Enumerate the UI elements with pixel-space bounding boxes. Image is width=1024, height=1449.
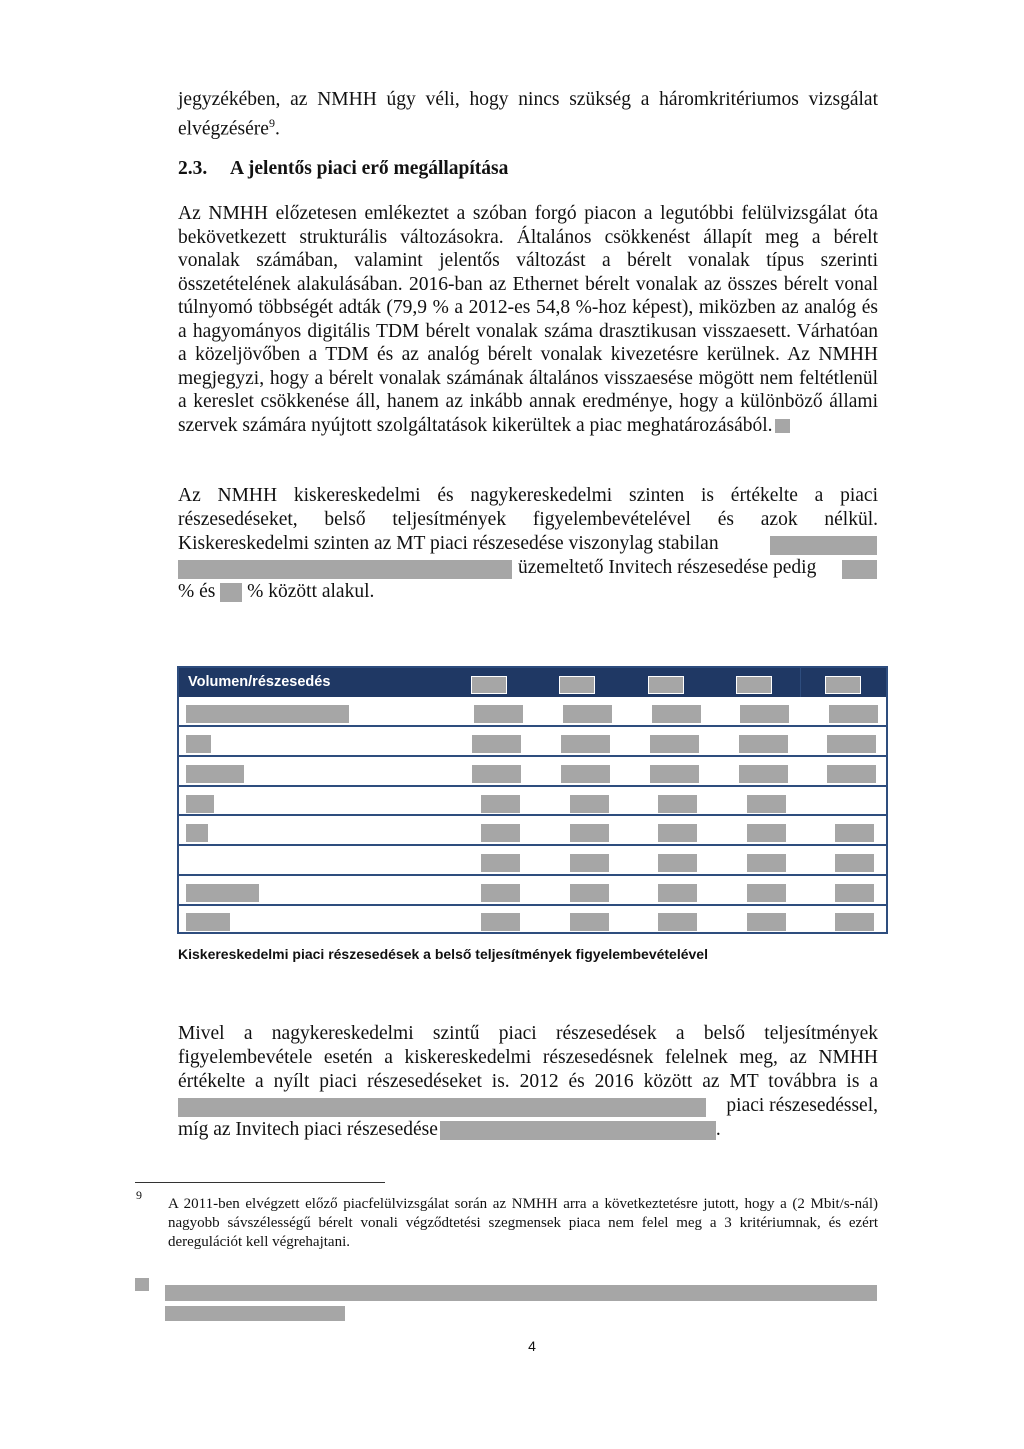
paragraph-3-line-4: piaci részesedéssel, [726, 1095, 878, 1116]
redaction-box [178, 1098, 706, 1117]
table-cell-redaction [829, 705, 878, 723]
paragraph-2-line-1: Az NMHH kiskereskedelmi és nagykereskedelmi szinten is értékelte a piaci [178, 485, 878, 506]
redaction-box [440, 1121, 716, 1140]
section-title: A jelentős piaci erő megállapítása [230, 158, 509, 179]
table-cell-redaction [570, 884, 609, 902]
table-cell-redaction [658, 854, 697, 872]
paragraph-3-line-1: Mivel a nagykereskedelmi szintű piaci részesedések a belső teljesítmények [178, 1023, 878, 1044]
table-cell-redaction [652, 705, 701, 723]
table-cell-redaction [658, 824, 697, 842]
paragraph-3-line-3: értékelte a nyílt piaci részesedéseket is. 2012 és 2016 között az MT továbbra is a [178, 1071, 878, 1092]
table-cell-redaction [739, 765, 788, 783]
table-row-label-redaction [186, 795, 214, 813]
table-cell-redaction [658, 884, 697, 902]
row-divider [179, 785, 886, 787]
redaction-box [842, 560, 877, 579]
paragraph-2-line-4: üzemeltető Invitech részesedése pedig [518, 557, 817, 578]
header-redaction [471, 676, 507, 694]
table-row-label-redaction [186, 705, 349, 723]
table-cell-redaction [650, 735, 699, 753]
header-redaction [648, 676, 684, 694]
table-cell-redaction [481, 824, 520, 842]
table-cell-redaction [835, 913, 874, 931]
paragraph-2-line-5 [178, 580, 878, 604]
table-cell-redaction [472, 735, 521, 753]
intro-text [178, 88, 878, 141]
table-row-label-redaction [186, 884, 259, 902]
page-number: 4 [528, 1338, 536, 1354]
table-cell-redaction [570, 824, 609, 842]
footnote-reference[interactable]: 9 [268, 115, 275, 130]
footnote-mark: 9 [136, 1188, 142, 1202]
table-cell-redaction [747, 913, 786, 931]
table-cell-redaction [650, 765, 699, 783]
table-cell-redaction [835, 884, 874, 902]
table-cell-redaction [481, 913, 520, 931]
redaction-box [178, 560, 512, 579]
intro-line-2 [178, 112, 878, 141]
table-cell-redaction [740, 705, 789, 723]
header-redaction [825, 676, 861, 694]
redaction-box [135, 1278, 149, 1291]
row-divider [179, 755, 886, 757]
table-header-label: Volumen/részesedés [188, 674, 331, 690]
row-divider [179, 725, 886, 727]
table-header [179, 668, 886, 697]
table-cell-redaction [474, 705, 523, 723]
section-number: 2.3. [178, 158, 208, 179]
intro-line-1: jegyzékében, az NMHH úgy véli, hogy nincs szükség a háromkritériumos vizsgálat [178, 89, 878, 110]
header-separator [800, 668, 801, 697]
redaction-box [220, 583, 242, 602]
table-cell-redaction [570, 795, 609, 813]
header-redaction [559, 676, 595, 694]
table-cell-redaction [570, 854, 609, 872]
redaction-box [165, 1285, 877, 1301]
table-cell-redaction [472, 765, 521, 783]
table-row-label-redaction [186, 913, 230, 931]
table-cell-redaction [481, 854, 520, 872]
row-divider [179, 904, 886, 906]
table-cell-redaction [835, 854, 874, 872]
paragraph-3-line-5-end: . [715, 1119, 721, 1140]
table-cell-redaction [658, 795, 697, 813]
redaction-box [770, 536, 877, 555]
intro-line-2-end: . [274, 118, 280, 139]
table-cell-redaction [835, 824, 874, 842]
table-cell-redaction [561, 735, 610, 753]
market-share-table [177, 666, 888, 934]
paragraph-1 [178, 202, 878, 437]
paragraph-2-line-5b: % között alakul. [247, 581, 375, 602]
paragraph-3-line-5 [178, 1118, 878, 1142]
footnote-text: A 2011-ben elvégzett előző piacfelülvizsgálat során az NMHH arra a következtetésre jutott, hogy a (2 Mbit/s-nál) nagyobb sávszélességű bérelt vonali végződtetési szegmensek piaca nem felel meg a 3 kritériumnak, és ezért deregulációt kell végrehajtani. [168, 1196, 878, 1250]
row-divider [179, 814, 886, 816]
table-row-label-redaction [186, 765, 244, 783]
paragraph-2-line-3-text: Kiskereskedelmi szinten az MT piaci részesedése viszonylag stabilan [178, 533, 719, 554]
table-cell-redaction [570, 913, 609, 931]
table-cell-redaction [481, 795, 520, 813]
paragraph-3-line-5-text: míg az Invitech piaci részesedése [178, 1119, 438, 1140]
paragraph-2-line-5a: % és [178, 581, 216, 602]
table-cell-redaction [563, 705, 612, 723]
table-row-label-redaction [186, 824, 208, 842]
table-cell-redaction [827, 735, 876, 753]
table-cell-redaction [658, 913, 697, 931]
table-cell-redaction [747, 884, 786, 902]
paragraph-3-line-2: figyelembevétele esetén a kiskereskedelmi részesedésnek felelnek meg, az NMHH [178, 1047, 878, 1068]
paragraph-1-text: Az NMHH előzetesen emlékeztet a szóban forgó piacon a legutóbbi felülvizsgálat óta bekövetkezett strukturális változásokra. Általános csökkenést állapít meg a bérelt vonalak számában, valamint jelentős változást a bérelt vonalak típus szerinti összetételének alakulásában. 2016-ban az Ethernet bérelt vonalak az összes bérelt vonal túlnyomó többségét adták (79,9 % a 2012-es 54,8 %-hoz képest), miközben az analóg és a hagyományos digitális TDM bérelt vonalak száma drasztikusan visszaesett. Várhatóan a közeljövőben a TDM és az analóg bérelt vonalak kivezetésre kerülnek. Az NMHH megjegyzi, hogy a bérelt vonalak számának általános visszaesése mögött nem feltétlenül a kereslet csökkenése áll, hanem az inkább annak eredménye, hogy a különböző állami szervek számára nyújtott szolgáltatások kikerültek a piac meghatározásából. [178, 203, 878, 436]
section-heading [178, 158, 508, 180]
table-cell-redaction [747, 795, 786, 813]
redaction-box [775, 419, 790, 433]
row-divider [179, 844, 886, 846]
footnote-separator [135, 1182, 385, 1183]
table-cell-redaction [747, 854, 786, 872]
header-redaction [736, 676, 772, 694]
row-divider [179, 874, 886, 876]
intro-line-2-text: elvégzésére [178, 118, 269, 139]
table-cell-redaction [481, 884, 520, 902]
table-cell-redaction [739, 735, 788, 753]
paragraph-2-line-2: részesedéseket, belső teljesítmények figyelembevételével és azok nélkül. [178, 509, 878, 530]
table-cell-redaction [747, 824, 786, 842]
table-cell-redaction [561, 765, 610, 783]
table-cell-redaction [827, 765, 876, 783]
redaction-box [165, 1306, 345, 1321]
table-row-label-redaction [186, 735, 211, 753]
table-caption: Kiskereskedelmi piaci részesedések a belső teljesítmények figyelembevételével [178, 946, 708, 962]
